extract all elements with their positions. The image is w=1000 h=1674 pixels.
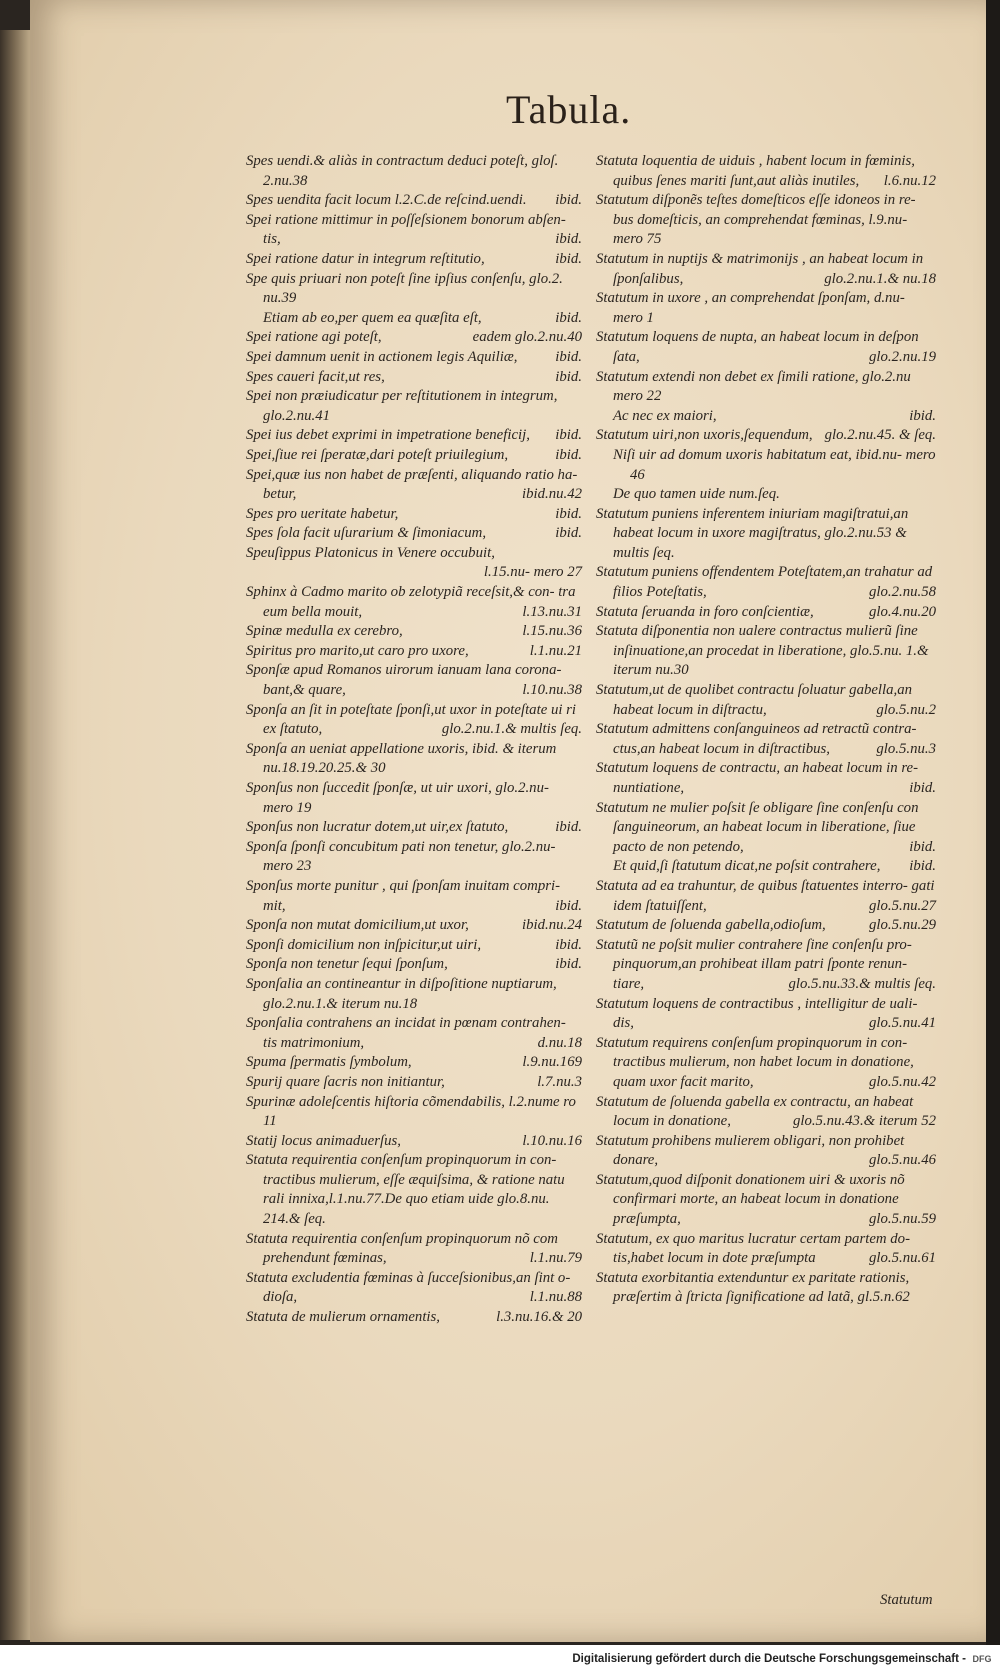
index-entry [596, 407, 936, 427]
index-entry [596, 916, 936, 936]
index-entry-reference: glo.5.nu.59 [869, 1211, 936, 1228]
index-entry [596, 622, 936, 681]
index-entry-text: Ac nec ex maiori, [613, 407, 717, 424]
index-entry-text: Spurinæ adoleſcentis hiſtoria cõmendabilis, l.2.nume ro 11 [246, 1093, 576, 1130]
index-entry-text: Statutum,ut de quolibet contractu ſoluatur gabella,an habeat locum in diſtractu, [596, 682, 913, 718]
index-entry-text: Spes ſola facit uſurarium & ſimoniacum, [246, 525, 487, 542]
page-title: Tabula. [506, 87, 632, 132]
index-entry-text: Spes uendita facit locum l.2.C.de reſcind.uendi. [246, 192, 527, 209]
index-entry-text: Spei,ſiue rei ſperatæ,dari poteſt priuilegium, [246, 446, 509, 463]
index-entry [246, 446, 582, 466]
index-entry [246, 916, 582, 936]
index-entry-text: Statuta de mulierum ornamentis, [246, 1309, 440, 1326]
index-entry [246, 191, 582, 211]
index-entry-text: Statutum, ex quo maritus lucratur certam partem do- tis,habet locum in dote præſumpta [596, 1230, 910, 1267]
index-entry [246, 955, 582, 975]
index-entry-text: Spinæ medulla ex cerebro, [246, 623, 403, 640]
index-entry-reference: glo.5.nu.42 [869, 1073, 936, 1090]
index-entry-reference: glo.4.nu.20 [869, 603, 936, 620]
index-entry-text: Speuſippus Platonicus in Venere occubuit, [246, 544, 495, 561]
index-entry-text: Sponſæ apud Romanos uirorum ianuam lana corona- bant,& quare, [246, 662, 562, 699]
index-entry-text: Sponſa non mutat domicilium,ut uxor, [246, 917, 469, 934]
index-entry [246, 250, 582, 270]
index-entry [246, 622, 582, 642]
index-entry [246, 1230, 582, 1269]
index-entry [596, 720, 936, 759]
index-entry-reference: l.13.nu.31 [522, 603, 582, 620]
index-entry-reference: ibid. [909, 407, 936, 424]
footer-credit: Digitalisierung gefördert durch die Deutsche Forschungsgemeinschaft - [572, 1653, 966, 1665]
index-entry [596, 505, 936, 564]
index-entry [246, 1093, 582, 1132]
index-entry [596, 328, 936, 367]
index-entry-text: Statuta requirentia conſenſum propinquorum in con- tractibus mulierum, eſſe æquiſsima, & ratione natu rali innixa,l.1.nu.77.De quo etiam uide glo.8.nu. 214.& ſeq. [246, 1152, 565, 1228]
index-entry [246, 975, 582, 1014]
index-entry-reference: ibid. [555, 819, 582, 836]
index-entry-text: Statutum diſponẽs teſtes domeſticos eſſe idoneos in re- bus domeſticis, an comprehendat fœminas, l.9.nu- mero 75 [596, 192, 916, 248]
index-entry-reference: ibid. [555, 348, 582, 365]
index-entry-text: Statutum,quod diſponit donationem uiri & uxoris nõ confirmari morte, an habeat locum in donatione præſumpta, [596, 1171, 905, 1228]
index-entry [246, 877, 582, 916]
index-entry-text: Sponſa an ſit in poteſtate ſponſi,ut uxor in poteſtate ui ri ex ſtatuto, [246, 701, 577, 738]
index-entry [596, 1171, 936, 1230]
index-entry [246, 1269, 582, 1308]
footer-bar [0, 1647, 1000, 1674]
index-entry-reference: ibid. [909, 780, 936, 796]
index-entry [246, 387, 582, 426]
index-entry-text: Spei ratione agi poteſt, [246, 329, 382, 346]
index-entry-text: Spiritus pro marito,ut caro pro uxore, [246, 642, 469, 659]
index-entry-text: Spei ratione mittimur in poſſeſsionem bonorum abſen- tis, [246, 211, 566, 248]
index-entry-text: Statutũ ne poſsit mulier contrahere ſine conſenſu pro- pinquorum,an prohibeat illam patri ſponte renun- tiare, [596, 936, 912, 992]
index-entry-reference: glo.5.nu.41 [869, 1015, 936, 1032]
index-entry-text: Spe quis priuari non poteſt ſine ipſius conſenſu, glo.2. nu.39 [246, 270, 563, 307]
index-entry [246, 466, 582, 505]
index-entry-text: Statutum loquens de nupta, an habeat locum in deſpon ſata, [596, 329, 919, 365]
index-entry-text: Spes pro ueritate habetur, [246, 505, 399, 522]
scan-background-edge [986, 0, 1000, 1645]
index-entry-reference: ibid. [555, 309, 582, 326]
index-entry-reference: glo.2.nu.1.& nu.18 [824, 270, 936, 287]
index-entry-reference: ibid. [555, 936, 582, 953]
index-entry [596, 603, 936, 623]
index-entry-reference: glo.5.nu.27 [869, 897, 936, 914]
index-entry-text: Spes caueri facit,ut res, [246, 368, 385, 385]
index-entry-reference: l.6.nu.12 [883, 172, 936, 189]
index-entry-reference: ibid. [555, 231, 582, 248]
index-entry-reference: glo.5.nu.43.& iterum 52 [792, 1113, 936, 1130]
index-entry [246, 152, 582, 191]
index-entry-reference: eadem glo.2.nu.40 [472, 329, 582, 346]
index-entry [246, 505, 582, 525]
index-entry-reference: d.nu.18 [537, 1034, 582, 1051]
index-entry-reference: glo.2.nu.19 [869, 348, 936, 365]
index-entry-text: Spes uendi.& aliàs in contractum deduci poteſt, gloſ. 2.nu.38 [246, 153, 559, 189]
index-entry-reference: l.15.nu.36 [522, 623, 582, 640]
index-entry [246, 701, 582, 740]
index-entry [596, 799, 936, 858]
index-entry [246, 426, 582, 446]
index-entry-text: Statutum loquens de contractu, an habeat locum in re- nuntiatione, [596, 760, 919, 796]
index-entry [596, 250, 936, 289]
index-entry-text: Spuma ſpermatis ſymbolum, [246, 1054, 412, 1071]
index-column-right [596, 152, 936, 1308]
index-entry-text: Statutum prohibens mulierem obligari, non prohibet donare, [596, 1132, 905, 1169]
catchword: Statutum [880, 1592, 933, 1608]
index-entry-text: Statuta loquentia de uiduis , habent locum in fœminis, quibus ſenes mariti ſunt,aut aliàs inutiles, [596, 153, 915, 189]
index-entry-reference: ibid. [555, 192, 582, 209]
index-entry [596, 681, 936, 720]
index-entry-reference: glo.5.nu.2 [876, 701, 936, 718]
index-entry [596, 368, 936, 407]
index-entry-reference: ibid.nu.42 [521, 486, 582, 503]
index-entry [246, 661, 582, 700]
index-entry-text: Spei ratione datur in integrum reſtitutio, [246, 250, 485, 267]
index-entry [246, 348, 582, 368]
index-entry-reference: glo.5.nu.61 [869, 1250, 936, 1267]
index-entry-text: Sphinx à Cadmo marito ob zelotypiã receſsit,& con- tra eum bella mouit, [246, 584, 576, 620]
index-entry-reference: glo.5.nu.46 [869, 1152, 936, 1169]
index-entry-text: Spei ius debet exprimi in impetratione beneficij, [246, 427, 530, 444]
index-entry-text: Statutum extendi non debet ex ſimili ratione, glo.2.nu mero 22 [596, 368, 911, 405]
index-entry [246, 309, 582, 329]
index-entry [246, 1132, 582, 1152]
index-entry [246, 1308, 582, 1328]
index-entry-reference: l.3.nu.16.& 20 [496, 1309, 582, 1326]
index-entry [246, 1014, 582, 1053]
index-entry-text: Statij locus animaduerſus, [246, 1132, 401, 1149]
index-entry-text: Statutum loquens de contractibus , intelligitur de uali- dis, [596, 995, 918, 1032]
index-entry [246, 270, 582, 309]
index-entry [596, 289, 936, 328]
index-entry [596, 446, 936, 485]
index-entry-reference: glo.2.nu.58 [869, 584, 936, 601]
index-entry [246, 1073, 582, 1093]
index-entry-reference: ibid. [555, 427, 582, 444]
index-entry-reference: glo.2.nu.1.& multis ſeq. [441, 721, 582, 738]
index-entry-text: Statutum puniens inferentem iniuriam magiſtratui,an habeat locum in uxore magiſtratus, glo.2.nu.53 & multis ſeq. [596, 505, 909, 561]
index-entry-reference: glo.5.nu.29 [869, 917, 936, 934]
index-entry [246, 328, 582, 348]
index-entry [596, 485, 936, 505]
index-entry-text: Niſi uir ad domum uxoris habitatum eat, ibid.nu- mero 46 [613, 446, 936, 483]
index-entry-text: Statuta requirentia conſenſum propinquorum nõ com prehendunt fœminas, [246, 1230, 558, 1267]
index-entry-text: Sponſalia contrahens an incidat in pœnam contrahen- tis matrimonium, [246, 1015, 566, 1051]
index-entry-text: Statuta excludentia fœminas à ſucceſsionibus,an ſint o- dioſa, [246, 1269, 571, 1306]
index-entry-text: Sponſi domicilium non inſpicitur,ut uiri, [246, 936, 482, 953]
index-entry-text: Sponſa non tenetur ſequi ſponſum, [246, 956, 448, 973]
index-entry-reference: l.1.nu.21 [529, 642, 582, 659]
index-entry [596, 936, 936, 995]
index-entry-reference: l.10.nu.16 [522, 1132, 582, 1149]
index-entry-text: Statutum de ſoluenda gabella,odioſum, [596, 917, 826, 934]
index-entry [596, 995, 936, 1034]
index-entry [246, 740, 582, 779]
index-entry-reference: ibid. [555, 525, 582, 542]
index-entry [596, 759, 936, 798]
index-entry [596, 152, 936, 191]
index-entry-reference: ibid. [555, 446, 582, 463]
index-entry [596, 1093, 936, 1132]
index-entry-text: Statutum puniens offendentem Poteſtatem,an trahatur ad filios Poteſtatis, [596, 564, 933, 601]
index-entry [246, 524, 582, 544]
index-entry-text: Sponſa an ueniat appellatione uxoris, ibid. & iterum nu.18.19.20.25.& 30 [246, 740, 557, 777]
index-entry-text: Spurij quare ſacris non initiantur, [246, 1073, 445, 1090]
index-entry-text: Spei non præiudicatur per reſtitutionem in integrum, glo.2.nu.41 [246, 388, 558, 424]
index-entry-reference: l.15.nu- mero 27 [483, 564, 582, 581]
index-entry-text: Statuta exorbitantia extenduntur ex paritate rationis, præſertim à ſtricta ſignificatione ad latã, gl.5.n.62 [596, 1269, 910, 1306]
index-entry [246, 211, 582, 250]
index-entry [246, 1151, 582, 1229]
index-entry-text: Sponſus morte punitur , qui ſponſam inuitam compri- mit, [246, 877, 561, 914]
index-entry-text: Statutum uiri,non uxoris,ſequendum, [596, 427, 813, 444]
index-entry [246, 779, 582, 818]
index-entry-reference: ibid. [555, 897, 582, 914]
index-entry [596, 1230, 936, 1269]
index-entry-text: Spei,quæ ius non habet de præſenti, aliquando ratio ha- betur, [246, 466, 578, 503]
index-entry-text: Etiam ab eo,per quem ea quæſita eſt, [263, 309, 482, 326]
index-entry [596, 426, 936, 446]
index-column-left [246, 152, 582, 1328]
index-entry-text: Et quid,ſi ſtatutum dicat,ne poſsit contrahere, [613, 858, 881, 875]
index-entry [246, 544, 582, 583]
index-entry-reference: l.1.nu.79 [529, 1250, 582, 1267]
index-entry-reference: ibid. [555, 956, 582, 973]
index-entry-text: Sponſalia an contineantur in diſpoſitione nuptiarum, glo.2.nu.1.& iterum nu.18 [246, 975, 557, 1012]
index-entry [596, 857, 936, 877]
index-entry-reference: l.1.nu.88 [529, 1289, 582, 1306]
index-entry-reference: l.10.nu.38 [522, 682, 582, 699]
index-entry-text: Statutum de ſoluenda gabella ex contractu, an habeat locum in donatione, [596, 1093, 914, 1130]
index-entry [596, 1132, 936, 1171]
dfg-logo: DFG [972, 1654, 992, 1664]
index-entry-text: Statutum requirens conſenſum propinquorum in con- tractibus mulierum, non habet locum in donatione, quam uxor facit marito, [596, 1034, 914, 1090]
index-entry [596, 191, 936, 250]
index-entry-reference: ibid. [909, 838, 936, 855]
index-entry-reference: ibid.nu.24 [521, 917, 582, 934]
index-entry-text: Statutum in uxore , an comprehendat ſponſam, d.nu- mero 1 [596, 290, 905, 326]
index-entry-reference: ibid. [555, 368, 582, 385]
index-entry-text: Statutum in nuptijs & matrimonijs , an habeat locum in ſponſalibus, [596, 250, 924, 287]
index-entry-text: Statuta diſponentia non ualere contractus mulierũ ſine inſinuatione,an procedat in liberatione, glo.5.nu. 1.& iterum nu.30 [596, 623, 929, 679]
index-entry [246, 583, 582, 622]
index-entry-text: Statuta ſeruanda in foro conſcientiæ, [596, 603, 814, 620]
index-entry [596, 1034, 936, 1093]
index-entry [596, 1269, 936, 1308]
index-entry-text: Statutum ne mulier poſsit ſe obligare ſine conſenſu con ſanguineorum, an habeat locum in liberatione, ſiue pacto de non petendo, [596, 799, 919, 855]
index-entry-reference: glo.5.nu.3 [876, 740, 936, 757]
index-entry-reference: ibid. [555, 505, 582, 522]
index-entry-reference: l.7.nu.3 [537, 1073, 582, 1090]
index-entry-reference: glo.5.nu.33.& multis ſeq. [788, 975, 936, 992]
index-entry-text: Spei damnum uenit in actionem legis Aquiliæ, [246, 348, 518, 365]
index-entry-reference: ibid. [555, 250, 582, 267]
index-entry-text: Sponſa ſponſi concubitum pati non tenetur, glo.2.nu- mero 23 [246, 838, 556, 875]
index-entry [246, 818, 582, 838]
index-entry [246, 368, 582, 388]
index-entry [596, 877, 936, 916]
index-entry [246, 642, 582, 662]
index-entry-reference: l.9.nu.169 [522, 1054, 582, 1071]
index-entry-text: Sponſus non lucratur dotem,ut uir,ex ſtatuto, [246, 819, 509, 836]
index-entry [246, 1053, 582, 1073]
index-entry [246, 936, 582, 956]
index-entry-text: Statuta ad ea trahuntur, de quibus ſtatuentes interro- gati idem ſtatuiſſent, [596, 877, 935, 914]
index-entry-text: Statutum admittens conſanguineos ad retractũ contra- ctus,an habeat locum in diſtractibus, [596, 721, 917, 757]
index-entry-reference: glo.2.nu.45. & ſeq. [824, 427, 936, 444]
index-entry [246, 838, 582, 877]
index-entry [596, 563, 936, 602]
index-entry-reference: ibid. [909, 858, 936, 875]
index-entry-text: De quo tamen uide num.ſeq. [613, 486, 780, 503]
index-entry-text: Sponſus non ſuccedit ſponſæ, ut uir uxori, glo.2.nu- mero 19 [246, 780, 549, 816]
